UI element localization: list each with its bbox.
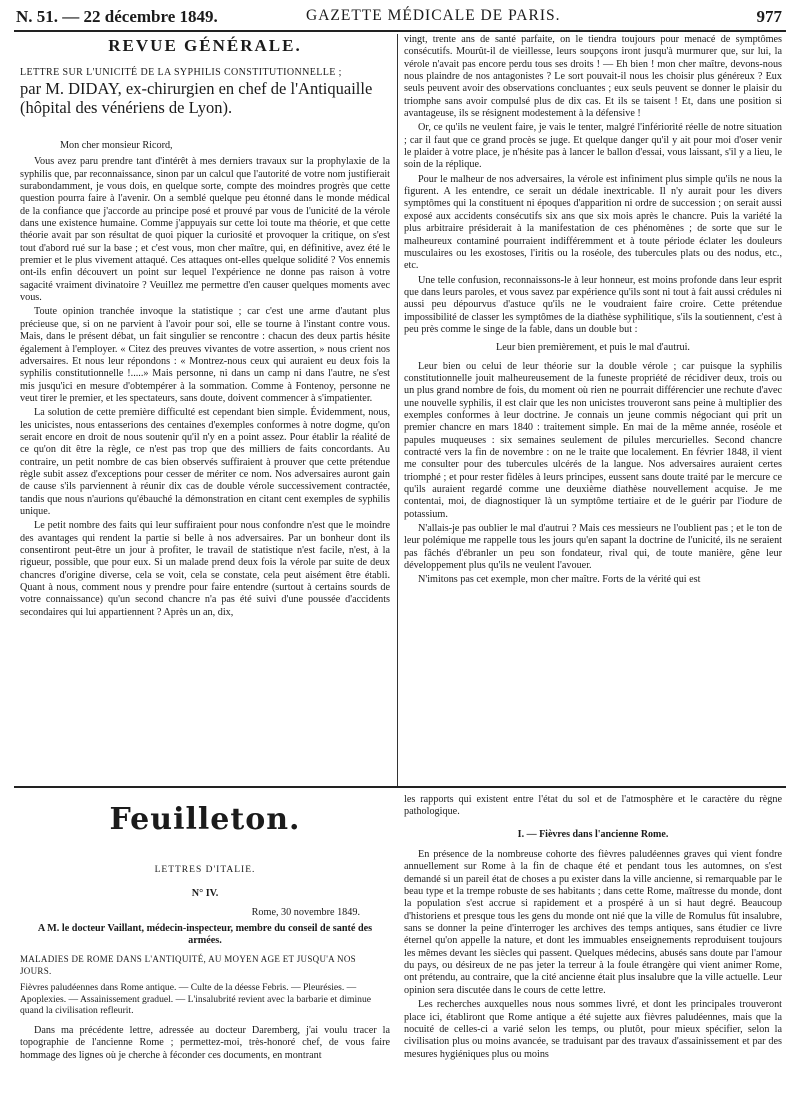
paragraph: Or, ce qu'ils ne veulent faire, je vais le tenter, malgré l'infériorité réelle de notre situation ; car il faut que ce grand procès se juge. Et quelque danger qu'il y ait pour moi d'oser venir le plaider à votre place, je n'hésite pas à lancer le ballon d'essai, vous laissant, s'il y a lieu, le soin de la réplique. xyxy=(404,122,782,171)
paragraph: Pour le malheur de nos adversaires, la vérole est infiniment plus simple qu'ils ne nous la figurent. A les entendre, ce serait un dédale inextricable. Il n'y aurait pour les divers symptômes qui la constituent ni époques d'apparition ni ordre de succession ; on serait aussi exposé aux accidents consécutifs six ans que six mois après le chancre. Puis la variété la plus arbitraire présiderait à la manifestation de ces phénomènes ; de sorte que sur le malheureux contaminé pourraient indifféremment et à toute période éclater les douleurs musculaires ou les exostoses, l'iritis ou la roséole, des tubercules plats ou des nodus, etc., etc. xyxy=(404,173,782,272)
addressee: A M. le docteur Vaillant, médecin-inspecteur, membre du conseil de santé des armées. xyxy=(37,923,373,947)
subject-heading: MALADIES DE ROME DANS L'ANTIQUITÉ, AU MOYEN AGE ET JUSQU'A NOS JOURS. xyxy=(20,953,356,977)
paragraph: Une telle confusion, reconnaissons-le à leur honneur, est moins profonde dans leur esprit que dans leurs paroles, et vous savez par expérience qu'ils sont ni tout à fait aussi crédules ni aussi peu dépourvus d'astuce qu'ils ne le voudraient faire croire. Cette prétendue impossibilité de classer les symptômes de la diathèse syphilitique, s'ils la soutiennent, c'est à peu près comme le singe de la fable, dans un double but : xyxy=(404,274,782,335)
feuilleton-left xyxy=(20,848,390,1088)
feuilleton-right xyxy=(404,794,782,1090)
lettres-heading: LETTRES D'ITALIE. xyxy=(154,865,256,875)
feuilleton-divider xyxy=(14,786,786,788)
paragraph: N'allais-je pas oublier le mal d'autrui ? Mais ces messieurs ne l'oublient pas ; et le ton de leur polémique me rappelle tous les jours qu'en sapant la doctrine de l'unicité, ils ne seraient pas fâchés d'ébranler un peu son fondateur, rival qui, de toute manière, gêne leur développement plus qu'ils ne veulent l'avouer. xyxy=(404,523,782,572)
journal-title: GAZETTE MÉDICALE DE PARIS. xyxy=(306,7,561,24)
paragraph: Le petit nombre des faits qui leur suffiraient pour nous confondre n'est que le moindre des avantages qui rendent la partie si belle à nos adversaires. Par un bonheur dont ils consentiront peut-être un jour à profiter, le travail de statistique n'est facile, n'est, à la rigueur, possible, que pour eux. Si un malade prend deux fois la vérole par suite de deux chancres d'origine diverse, cela se voit, cela se constate, cela peut aisément être établi. Quant à nous, comment nous y prendre pour faire entendre (surtout à certains sourds de votre connaissance) qu'un second chancre n'a pas été suivi d'une poussée d'accidents secondaires qui lui appartiennent ? Après un an, dix, xyxy=(20,520,390,618)
salutation: Mon cher monsieur Ricord, xyxy=(60,140,173,151)
section-title: REVUE GÉNÉRALE. xyxy=(108,36,302,55)
verse-quote: Leur bien premièrement, et puis le mal d'autrui. xyxy=(496,342,690,354)
paragraph: En présence de la nombreuse cohorte des fièvres paludéennes graves qui vient fondre annuellement sur Rome à la fin de chaque été et pendant tous les automnes, on s'est demandé si un pareil état de choses a pu exister dans la ville ancienne, si remarquable par le beau type et la trempe robuste de ses habitants ; dans cette Rome, maîtresse du monde, dont la population s'est accrue si rapidement et a prospéré à un si haut degré. Beaucoup d'historiens et presque tous les gens du monde ont nié que la ville de Romulus fût insalubre, sans se donner la peine d'interroger les archives des temps antiques, sans étudier ce livre éternel qu'on appelle la nature, et dont les immuables enseignements reproduisent toujours les mêmes devant les siècles qui passent. Quelques médecins, abusés sans doute par l'amour du pays, ou désireux de ne pas jeter la terreur à la foule étrangère qui vient animer Rome, ont prétendu, au contraire, que la cité ancienne était plus insalubre que la ville actuelle. Leur opinion sera discutée dans le cours de cette lettre. xyxy=(404,849,782,996)
paragraph: les rapports qui existent entre l'état du sol et de l'atmosphère et le caractère du règne pathologique. xyxy=(404,794,782,818)
article-column-left xyxy=(20,140,390,785)
article-column-right xyxy=(404,34,782,786)
summary: Fièvres paludéennes dans Rome antique. — Culte de la déesse Febris. — Pleurésies. — Apoplexies. — Assainissement graduel. — L'insalubrité revient avec la barbarie et diminue quand la civilisation refleurit. xyxy=(20,982,371,1017)
article-heading-small: LETTRE SUR L'UNICITÉ DE LA SYPHILIS CONSTITUTIONNELLE ; xyxy=(20,67,342,78)
paragraph: N'imitons pas cet exemple, mon cher maître. Forts de la vérité qui est xyxy=(418,574,701,586)
section-heading: I. — Fièvres dans l'ancienne Rome. xyxy=(517,828,669,840)
page-header xyxy=(14,6,786,32)
paragraph: La solution de cette première difficulté est cependant bien simple. Évidemment, nous, les unicistes, nous entasserions des centaines d'exemples conformes à notre dogme, qu'on serait encore en droit de nous soutenir qu'il n'y en a point assez. Pour établir la réalité de ce qu'on dit être la règle, ce n'est pas trop que des milliers de faits concordants. Au contraire, un petit nombre de cas bien observés suffiraient à prouver que cette prétendue règle subit assez d'exceptions pour cesser de mériter ce nom. Nos adversaires auront gain de cause s'ils parviennent à réunir dix cas de double vérole successivement contractée, tandis que nous n'aurions qu'ébauché la démonstration en citant cent exemples de syphilis unique. xyxy=(20,407,390,517)
letter-number: N° IV. xyxy=(191,888,219,900)
paragraph: Leur bien ou celui de leur théorie sur la double vérole ; car puisque la syphilis constitutionnelle jouit malheureusement de la funeste propriété de récidiver deux, trois ou un plus grand nombre de fois, du moment où rien ne pourrait différencier une rechute d'avec une nouvelle syphilis, il est clair que les non unicistes trouveront sans peine à multiplier des exemples conformes à leur doctrine. Je connais un jeune commis négociant qui prit un premier chancre en mars 1840 : traitement simple. En mai de la même année, roséole et papules muqueuses : six semaines seulement de pilules mercurielles. Second chancre contracté vers la fin de novembre : on ne le traite que localement. En février 1848, il vient me consulter pour des tubercules ulcérés de la langue. Nos adversaires auraient certes triomphé ; et pour rester fidèles à leurs principes, eussent sans doute traité par le mercure ce qu'ils auraient regardé comme une deuxième diathèse nouvellement acquise. Je me contentai, moi, de diagnostiquer là un symptôme tertiaire et de le guérir par l'iodure de potassium. xyxy=(404,360,782,520)
page-number: 977 xyxy=(756,7,782,26)
column-divider xyxy=(397,34,398,786)
paragraph: Les recherches auxquelles nous nous sommes livré, et dont les principales trouveront place ici, établiront que Rome antique a été sujette aux fièvres paludéennes, mais que la nocuité de celles-ci a varié selon les temps, ou plutôt, pour mieux spécifier, selon la civilisation plus ou moins avancée, se traduisant par des travaux d'assainissement et par des mesures hygiéniques plus ou moins xyxy=(404,999,782,1060)
paragraph: Vous avez paru prendre tant d'intérêt à mes derniers travaux sur la prophylaxie de la syphilis que, par reconnaissance, sinon par un calcul que l'autorité de votre nom justifierait surabondamment, je vous dois, en quelque sorte, compte des moindres progrès que cette question pourra faire à l'avenir. On a semblé quelque peu étonné dans le monde médical de la confiance que j'accorde au principe posé et prouvé par vous de l'unicité de la vérole dans une existence humaine. Comme j'appuyais sur cette loi toute ma théorie, et que cette théorie avait par son résultat de quoi piquer la curiosité et provoquer la critique, on s'est tout d'abord rué sur la base ; et c'est vous, mon cher maître, qui, en définitive, avez été le premier et le plus vivement attaqué. Ces attaques ont-elles quelque solidité ? Vos ennemis ont-ils enfin découvert un point sur lequel l'expérience ne donne pas raison à votre sagacité vraiment divinatoire ? Veuillez me permettre d'en causer quelques moments avec vous. xyxy=(20,156,390,304)
paragraph: vingt, trente ans de santé parfaite, on le tiendra toujours pour menacé de symptômes consécutifs. Mourût-il de vieillesse, leurs soupçons iront jusqu'à murmurer que, sur lui, la vérole n'avait pas encore perdu tous ses droits ! — Eh bien ! mon cher maître, devons-nous nous plaindre de nos antagonistes ? Le sort pouvait-il nous les choisir plus généreux ? Eux seuls peuvent avoir des observations concluantes ; eux seuls peuvent se donner le plaisir du triomphe sans avoir compulsé plus de dix cas. Et ils se taisent ! Et, dans une position si avantageuse, ils se résignent modestement à la défensive ! xyxy=(404,34,782,120)
article-heading-author: par M. DIDAY, ex-chirurgien en chef de l'Antiquaille (hôpital des vénériens de Lyon). xyxy=(20,79,373,117)
article-heading xyxy=(20,66,390,117)
letter-date: Rome, 30 novembre 1849. xyxy=(251,906,360,918)
feuilleton-title: Feuilleton. xyxy=(109,802,301,837)
issue-number: N. 51. — 22 décembre 1849. xyxy=(16,7,218,26)
paragraph: Toute opinion tranchée invoque la statistique ; car c'est une arme d'autant plus précieuse que, si on ne parvient à l'avoir pour soi, elle se tourne à l'instant contre vous. Mais, dans le présent débat, un fait singulier se rencontre : chacun des deux partis hésite également à l'employer. « Citez des preuves vivantes de votre assertion, » nous crient nos adversaires. Et nous leur répondons : « Montrez-nous ceux qui auraient eu deux fois la syphilis constitutionnelle !.....» Mais personne, ni dans un camp ni dans l'autre, ne s'est mis jusqu'ici en mesure d'obtempérer à la sommation. Comme à Fontenoy, personne ne veut tirer le premier, et les spectateurs, sans doute, doivent commencer à s'impatienter. xyxy=(20,306,390,404)
intro-paragraph: Dans ma précédente lettre, adressée au docteur Daremberg, j'ai voulu tracer la topographie de l'ancienne Rome ; permettez-moi, très-honoré chef, de vous faire hommage des lignes où je cherche à féconder ces documents, en montrant xyxy=(20,1024,390,1061)
